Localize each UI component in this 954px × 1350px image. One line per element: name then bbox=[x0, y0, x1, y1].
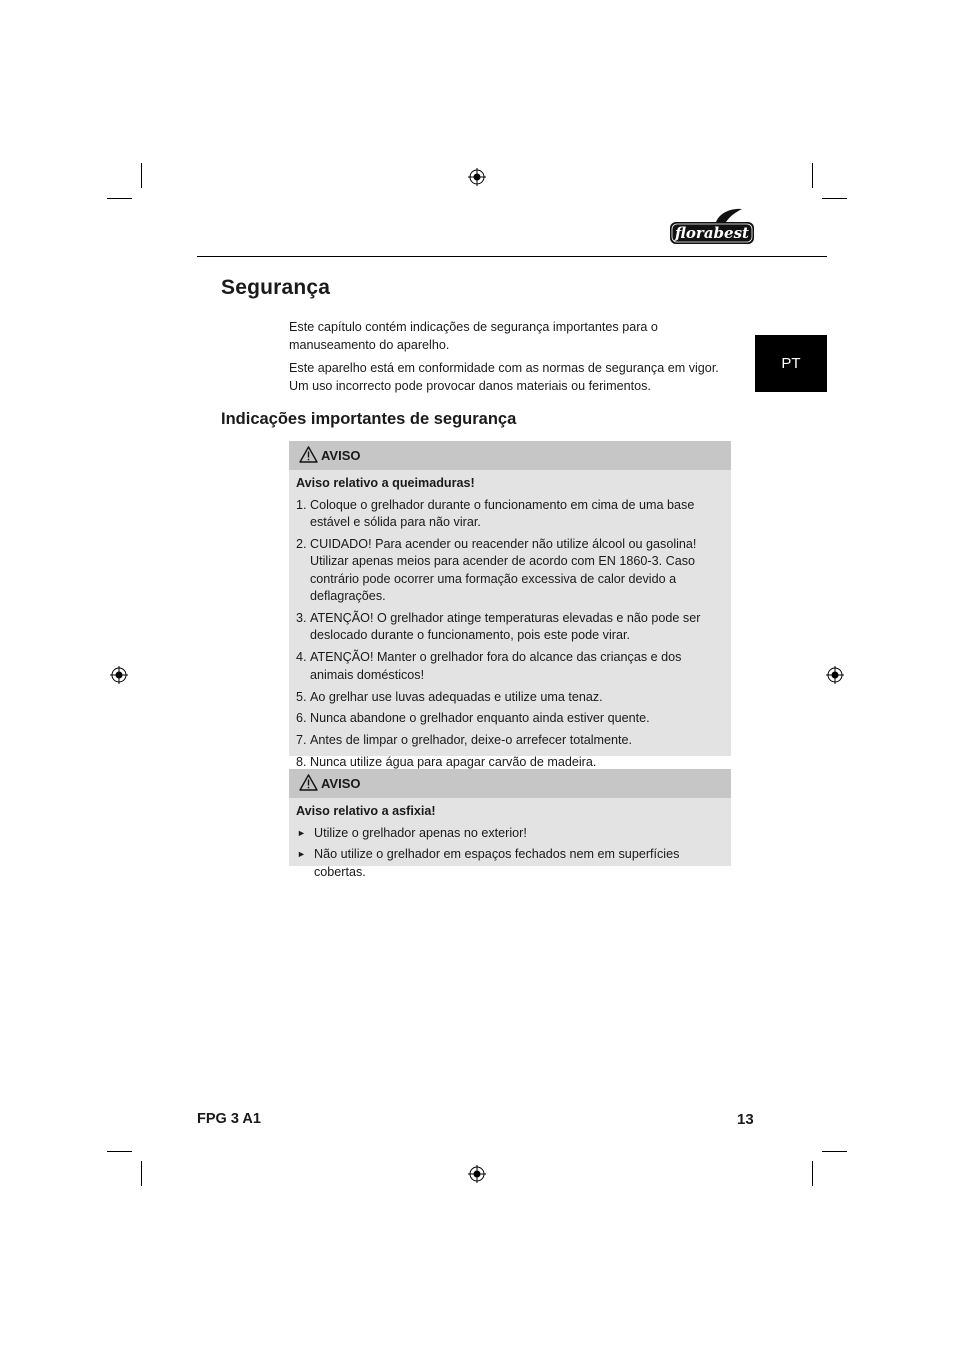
list-item bbox=[289, 649, 731, 684]
list-item-text: CUIDADO! Para acender ou reacender não utilize álcool ou gasolina! Utilizar apenas meios para acender de acordo com EN 1860-3. Caso contrário pode ocorrer uma formação excessiva de calor devido a deflagrações. bbox=[310, 536, 697, 604]
registration-mark-icon bbox=[826, 666, 844, 684]
list-item-text: Ao grelhar use luvas adequadas e utilize uma tenaz. bbox=[310, 689, 603, 704]
list-item-number: 2. bbox=[296, 536, 307, 551]
list-item-number: 3. bbox=[296, 610, 307, 625]
list-item-number: 4. bbox=[296, 650, 307, 665]
warning-triangle-icon bbox=[299, 446, 318, 463]
registration-mark-icon bbox=[468, 168, 486, 186]
list-item bbox=[289, 497, 731, 532]
registration-mark-icon bbox=[110, 666, 128, 684]
warning-header bbox=[289, 441, 731, 470]
crop-mark bbox=[141, 163, 142, 188]
list-item bbox=[289, 689, 731, 706]
list-item bbox=[289, 825, 731, 842]
svg-text:florabest: florabest bbox=[675, 224, 749, 242]
section-subtitle: Indicações importantes de segurança bbox=[221, 410, 517, 428]
list-item bbox=[289, 732, 731, 749]
footer-model: FPG 3 A1 bbox=[197, 1111, 261, 1127]
warning-box-asphyxia bbox=[289, 769, 731, 879]
crop-mark bbox=[107, 1151, 132, 1152]
list-item bbox=[289, 536, 731, 606]
warning-subheading: Aviso relativo a queimaduras! bbox=[296, 476, 475, 490]
language-tab bbox=[755, 335, 827, 392]
list-item-text: Antes de limpar o grelhador, deixe-o arrefecer totalmente. bbox=[310, 733, 633, 748]
intro-paragraph: Este aparelho está em conformidade com as normas de segurança em vigor. Um uso incorrecto pode provocar danos materiais ou ferimentos. bbox=[289, 361, 719, 393]
language-tab-label: PT bbox=[781, 355, 801, 372]
intro-paragraph: Este capítulo contém indicações de segurança importantes para o manuseamento do aparelho. bbox=[289, 320, 658, 352]
bullet-arrow-icon: ► bbox=[297, 849, 306, 860]
crop-mark bbox=[107, 198, 132, 199]
crop-mark bbox=[822, 1151, 847, 1152]
crop-mark bbox=[812, 1161, 813, 1186]
warning-list bbox=[289, 497, 731, 772]
list-item-text: Coloque o grelhador durante o funcionamento em cima de uma base estável e sólida para não virar. bbox=[310, 497, 695, 529]
crop-mark bbox=[822, 198, 847, 199]
list-item-text: Nunca abandone o grelhador enquanto ainda estiver quente. bbox=[310, 711, 650, 726]
list-item-text: Não utilize o grelhador em espaços fechados nem em superfícies cobertas. bbox=[314, 847, 680, 879]
crop-mark bbox=[141, 1161, 142, 1186]
registration-mark-icon bbox=[468, 1165, 486, 1183]
list-item-number: 8. bbox=[296, 755, 307, 770]
warning-header bbox=[289, 769, 731, 798]
florabest-logo bbox=[668, 206, 756, 246]
header-rule bbox=[197, 256, 827, 257]
warning-bullet-list bbox=[289, 825, 731, 882]
warning-triangle-icon bbox=[299, 774, 318, 791]
page-number: 13 bbox=[737, 1111, 754, 1128]
list-item bbox=[289, 846, 731, 881]
crop-mark bbox=[812, 163, 813, 188]
list-item-text: ATENÇÃO! Manter o grelhador fora do alcance das crianças e dos animais domésticos! bbox=[310, 650, 682, 682]
warning-label: AVISO bbox=[321, 448, 361, 463]
warning-box-burns bbox=[289, 441, 731, 770]
list-item-number: 7. bbox=[296, 733, 307, 748]
warning-subheading: Aviso relativo a asfixia! bbox=[296, 804, 436, 818]
list-item-number: 1. bbox=[296, 497, 307, 512]
warning-label: AVISO bbox=[321, 776, 361, 791]
list-item-text: Utilize o grelhador apenas no exterior! bbox=[314, 825, 527, 840]
page-title: Segurança bbox=[221, 276, 331, 299]
bullet-arrow-icon: ► bbox=[297, 827, 306, 838]
list-item bbox=[289, 710, 731, 727]
list-item bbox=[289, 610, 731, 645]
list-item-number: 6. bbox=[296, 711, 307, 726]
list-item-text: ATENÇÃO! O grelhador atinge temperaturas elevadas e não pode ser deslocado durante o funcionamento, pois este pode virar. bbox=[310, 610, 701, 643]
list-item-text: Nunca utilize água para apagar carvão de madeira. bbox=[310, 755, 597, 770]
list-item-number: 5. bbox=[296, 689, 307, 704]
